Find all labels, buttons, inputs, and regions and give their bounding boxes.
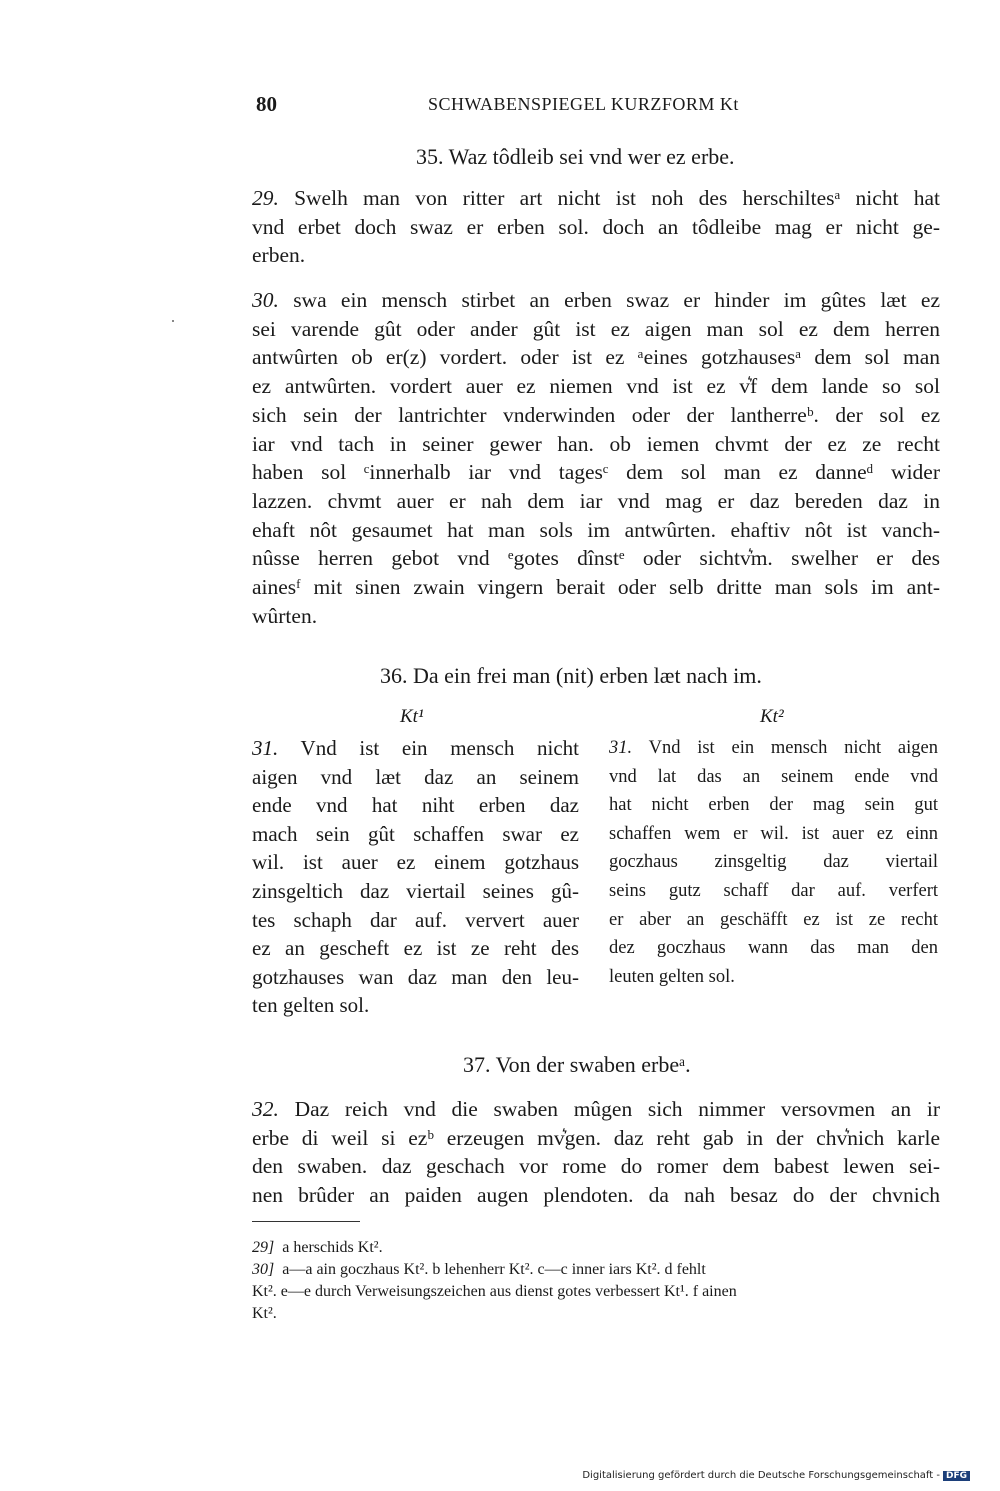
digitization-credit xyxy=(582,1470,970,1481)
paragraph-32 xyxy=(252,1095,940,1210)
text-line: vnd lat das an seinem ende vnd xyxy=(609,766,938,787)
paragraph-number: 30. xyxy=(252,288,279,312)
text-line: sich sein der lantrichter vnderwinden oder der lantherreᵇ. der sol ez xyxy=(252,402,940,427)
text-line: wûrten. xyxy=(252,603,318,628)
text-line: dez goczhaus wann das man den xyxy=(609,938,938,959)
text-line: leuten gelten sol. xyxy=(609,966,735,987)
running-title: SCHWABENSPIEGEL KURZFORM Kt xyxy=(428,94,739,114)
text-line: iar vnd tach in seiner gewer han. ob iemen chvmt der ez ze recht xyxy=(252,431,940,456)
paragraph-30 xyxy=(252,286,940,630)
text-line: mach sein gût schaffen swar ez xyxy=(252,821,579,846)
footnote-30-cont: Kt². xyxy=(252,1305,277,1322)
text-line: vnd erbet doch swaz er erben sol. doch an tôdleibe mag er nicht ge- xyxy=(252,214,940,239)
text-line: ehaft nôt gesaumet hat man sols im antwûrten. ehaftiv nôt ist vanch- xyxy=(252,517,940,542)
text-line: 31. Vnd ist ein mensch nicht aigen xyxy=(609,738,938,758)
section-36-heading: 36. Da ein frei man (nit) erben læt nach im. xyxy=(380,663,762,688)
text-line: aigen vnd læt daz an seinem xyxy=(252,764,579,789)
footnote-30-cont: Kt². e—e durch Verweisungszeichen aus dienst gotes verbessert Kt¹. f ainen xyxy=(252,1283,737,1300)
paragraph-number: 29. xyxy=(252,186,279,210)
footnote-30: 30] a—a ain goczhaus Kt². b lehenherr Kt². c—c inner iars Kt². d fehlt xyxy=(252,1261,706,1278)
text-line: ten gelten sol. xyxy=(252,993,370,1018)
column-label-kt1: Kt¹ xyxy=(400,706,424,727)
footnotes xyxy=(252,1237,940,1325)
text-line: lazzen. chvmt auer er nah dem iar vnd mag er daz bereden daz in xyxy=(252,488,940,513)
credit-text: Digitalisierung gefördert durch die Deutsche Forschungsgemeinschaft - xyxy=(582,1470,940,1481)
footnote-divider xyxy=(252,1221,360,1222)
text-line: ez antwûrten. vordert auer ez niemen vnd ist ez v͛f dem lande so sol xyxy=(252,374,940,399)
text-line: ende vnd hat niht erben daz xyxy=(252,793,579,818)
text-line: gotzhauses wan daz man den leu- xyxy=(252,964,579,989)
text-line: goczhaus zinsgeltig daz viertail xyxy=(609,852,938,873)
column-kt2 xyxy=(609,734,938,991)
footnote-29: 29] a herschids Kt². xyxy=(252,1239,383,1256)
text-line: nen brûder an paiden augen plendoten. da nah besaz do der chvnich xyxy=(252,1183,940,1208)
text-line: tes schaph dar auf. ververt auer xyxy=(252,907,579,932)
column-label-kt2: Kt² xyxy=(760,706,784,727)
text-line: nûsse herren gebot vnd ᵉgotes dînstᵉ oder sichtv͛m. swelher er des xyxy=(252,546,940,571)
text-line: 30. swa ein mensch stirbet an erben swaz er hinder im gûtes læt ez xyxy=(252,288,940,312)
text-line: sei varende gût oder ander gût ist ez aigen man sol ez dem herren xyxy=(252,316,940,341)
column-kt1 xyxy=(252,734,579,1020)
text-line: ainesᶠ mit sinen zwain vingern berait oder selb dritte man sols im ant- xyxy=(252,575,940,600)
text-line: er aber an geschäfft ez ist ze recht xyxy=(609,909,938,930)
paragraph-29 xyxy=(252,184,940,270)
text-line: zinsgeltich daz viertail seines gû- xyxy=(252,878,579,903)
page-number: 80 xyxy=(256,92,277,116)
paragraph-number: 31. xyxy=(252,736,279,760)
section-37-heading: 37. Von der swaben erbeᵃ. xyxy=(463,1052,691,1077)
section-35-heading: 35. Waz tôdleib sei vnd wer ez erbe. xyxy=(416,144,735,169)
paragraph-number: 32. xyxy=(252,1097,279,1121)
dfg-logo: DFG xyxy=(943,1471,970,1481)
footnote-ref: 29] xyxy=(252,1239,275,1256)
text-line: haben sol ᶜinnerhalb iar vnd tagesᶜ dem sol man ez danneᵈ wider xyxy=(252,460,940,485)
text-line: antwûrten ob er(z) vordert. oder ist ez ᵃeines gotzhausesᵃ dem sol man xyxy=(252,345,940,370)
text-line: wil. ist auer ez einem gotzhaus xyxy=(252,850,579,875)
scan-speck xyxy=(172,320,174,322)
text-line: erbe di weil si ezᵇ erzeugen mv͛gen. daz reht gab in der chv͛nich karle xyxy=(252,1125,940,1150)
text-line: 31. Vnd ist ein mensch nicht xyxy=(252,736,579,760)
paragraph-number: 31. xyxy=(609,738,633,758)
text-line: erben. xyxy=(252,243,306,268)
text-line: 29. Swelh man von ritter art nicht ist noh des herschiltesᵃ nicht hat xyxy=(252,186,940,210)
text-line: hat nicht erben der mag sein gut xyxy=(609,795,938,816)
footnote-ref: 30] xyxy=(252,1261,275,1278)
text-line: schaffen wem er wil. ist auer ez einn xyxy=(609,823,938,844)
text-line: 32. Daz reich vnd die swaben mûgen sich nimmer versovmen an ir xyxy=(252,1097,940,1121)
text-line: seins gutz schaff dar auf. verfert xyxy=(609,880,938,901)
text-line: ez an gescheft ez ist ze reht des xyxy=(252,936,579,961)
text-line: den swaben. daz geschach vor rome do romer dem babest lewen sei- xyxy=(252,1154,940,1179)
